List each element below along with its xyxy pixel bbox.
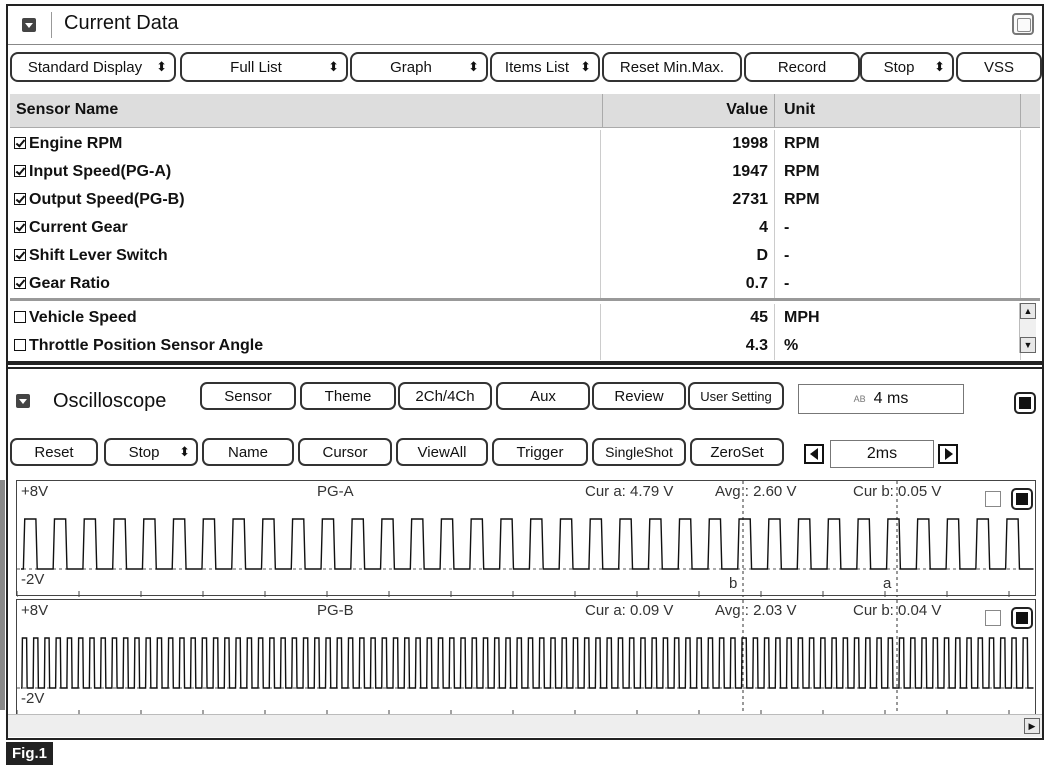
osc-button-viewall[interactable]	[396, 438, 488, 466]
osc-button-stop[interactable]	[104, 438, 198, 466]
osc-button-sensor[interactable]	[200, 382, 296, 410]
sensor-unit: RPM	[784, 163, 820, 180]
sensor-unit: RPM	[784, 191, 820, 208]
osc-button-aux[interactable]	[496, 382, 590, 410]
osc-button-label: SingleShot	[605, 444, 673, 460]
channel-visible-checkbox[interactable]	[985, 610, 1001, 626]
osc-button-2ch-4ch[interactable]	[398, 382, 492, 410]
toolbar-button-label: Stop	[883, 58, 915, 76]
osc-button-cursor[interactable]	[298, 438, 392, 466]
channel-chart-pg-b[interactable]	[16, 599, 1036, 715]
sensor-unit: MPH	[784, 309, 820, 326]
osc-button-label: ViewAll	[417, 443, 467, 461]
cursor-a-readout: Cur a: 4.79 V	[585, 483, 674, 500]
osc-button-label: User Setting	[700, 388, 772, 404]
toolbar-button-label: Graph	[390, 58, 432, 76]
sensor-value: 4	[759, 219, 768, 236]
vmax-label: +8V	[21, 602, 49, 619]
toolbar-button-label: Reset Min.Max.	[619, 58, 725, 76]
channel-name: PG-A	[317, 483, 354, 500]
column-unit[interactable]: Unit	[784, 101, 816, 118]
sensor-value: 0.7	[745, 275, 768, 292]
updown-arrow-icon: ⬍	[328, 59, 339, 74]
sensor-name-label: Shift Lever Switch	[29, 247, 168, 264]
sensor-value: 4.3	[745, 337, 768, 354]
vmax-label: +8V	[21, 483, 49, 500]
vmin-label: -2V	[21, 571, 45, 588]
osc-button-reset[interactable]	[10, 438, 98, 466]
updown-arrow-icon: ⬍	[179, 444, 190, 459]
updown-arrow-icon: ⬍	[580, 59, 591, 74]
waveform-trace	[21, 638, 1033, 688]
toolbar-button-label: Full List	[230, 58, 282, 76]
sensor-name-label: Throttle Position Sensor Angle	[29, 337, 264, 354]
osc-button-review[interactable]	[592, 382, 686, 410]
osc-button-label: Review	[614, 387, 664, 405]
vmin-label: -2V	[21, 690, 45, 707]
osc-button-trigger[interactable]	[492, 438, 588, 466]
cursor-b-label: b	[729, 575, 738, 592]
scroll-down-icon[interactable]: ▼	[1020, 337, 1036, 353]
osc-button-user-setting[interactable]	[688, 382, 784, 410]
osc-button-label: Stop	[128, 443, 160, 461]
updown-arrow-icon: ⬍	[934, 59, 945, 74]
left-edge-strip	[0, 480, 5, 710]
average-readout: Avg : 2.60 V	[715, 483, 797, 500]
osc-button-label: Theme	[324, 387, 372, 405]
sensor-unit: -	[784, 247, 790, 264]
scroll-right-icon[interactable]: ▶	[1024, 718, 1040, 734]
osc-button-label: Aux	[530, 387, 556, 405]
sensor-unit: -	[784, 275, 790, 292]
oscilloscope-title: Oscilloscope	[53, 390, 167, 412]
osc-button-label: Reset	[34, 443, 74, 461]
sensor-name-label: Current Gear	[29, 219, 128, 236]
sensor-value: 45	[750, 309, 768, 326]
current-data-window	[6, 4, 1044, 740]
time-display	[798, 384, 964, 414]
sensor-unit: %	[784, 337, 799, 354]
panel-title: Current Data	[64, 12, 179, 34]
updown-arrow-icon: ⬍	[156, 59, 167, 74]
osc-button-zeroset[interactable]	[690, 438, 784, 466]
toolbar-button-label: VSS	[983, 58, 1014, 76]
time-display-value: 4 ms	[873, 390, 909, 407]
osc-button-theme[interactable]	[300, 382, 396, 410]
sensor-value: 1998	[732, 135, 768, 152]
sensor-value: D	[756, 247, 768, 264]
column-value[interactable]: Value	[726, 101, 768, 118]
updown-arrow-icon: ⬍	[468, 59, 479, 74]
toolbar-button-label: Items List	[504, 58, 570, 76]
sensor-value: 2731	[732, 191, 768, 208]
osc-button-label: 2Ch/4Ch	[415, 387, 475, 405]
toolbar-button-label: Record	[777, 58, 827, 76]
column-sensor-name[interactable]: Sensor Name	[16, 101, 119, 118]
sensor-name-label: Gear Ratio	[29, 275, 110, 292]
ab-icon: AB	[853, 394, 866, 404]
channel-chart-pg-a[interactable]	[16, 480, 1036, 596]
osc-button-singleshot[interactable]	[592, 438, 686, 466]
horizontal-scrollbar[interactable]	[8, 714, 1042, 737]
cursor-b-readout: Cur b: 0.04 V	[853, 602, 942, 619]
prev-timebase-icon[interactable]	[804, 444, 824, 464]
stop-icon[interactable]	[1014, 392, 1036, 414]
channel-visible-checkbox[interactable]	[985, 491, 1001, 507]
sensor-value: 1947	[732, 163, 768, 180]
sensor-name-label: Engine RPM	[29, 135, 123, 152]
toolbar-button-label: Standard Display	[27, 58, 143, 76]
sensor-name-label: Vehicle Speed	[29, 309, 137, 326]
osc-button-label: Cursor	[322, 443, 368, 461]
average-readout: Avg : 2.03 V	[715, 602, 797, 619]
cursor-a-label: a	[883, 575, 892, 592]
scroll-up-icon[interactable]: ▲	[1020, 303, 1036, 319]
timebase-display	[830, 440, 934, 468]
sensor-name-label: Output Speed(PG-B)	[29, 191, 185, 208]
osc-button-label: Sensor	[224, 387, 272, 405]
sensor-name-label: Input Speed(PG-A)	[29, 163, 172, 180]
osc-button-label: ZeroSet	[710, 443, 764, 461]
figure-label: Fig.1	[6, 742, 53, 765]
osc-button-name[interactable]	[202, 438, 294, 466]
channel-name: PG-B	[317, 602, 354, 619]
cursor-b-readout: Cur b: 0.05 V	[853, 483, 942, 500]
next-timebase-icon[interactable]	[938, 444, 958, 464]
channel-stop-icon[interactable]	[1011, 607, 1033, 629]
osc-button-label: Name	[227, 443, 268, 461]
channel-stop-icon[interactable]	[1011, 488, 1033, 510]
timebase-value: 2ms	[866, 445, 898, 462]
oscilloscope-panel	[8, 2, 1042, 734]
sensor-unit: RPM	[784, 135, 820, 152]
osc-button-label: Trigger	[516, 443, 564, 461]
cursor-a-readout: Cur a: 0.09 V	[585, 602, 674, 619]
waveform-trace	[21, 519, 1033, 569]
sensor-unit: -	[784, 219, 790, 236]
collapse-icon[interactable]	[16, 394, 30, 408]
